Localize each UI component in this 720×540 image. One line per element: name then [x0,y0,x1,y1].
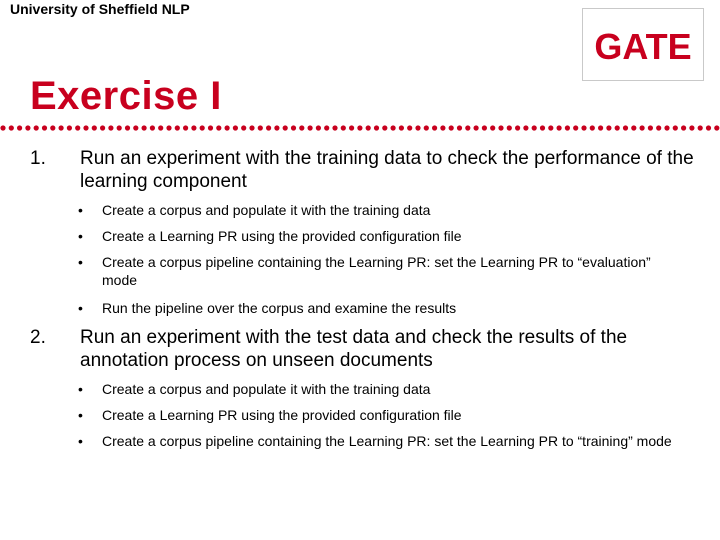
divider-dot [75,125,80,130]
divider-dot [382,125,387,130]
divider-dot [440,125,445,130]
divider-dot [366,125,371,130]
organization-header: University of Sheffield NLP [10,1,190,17]
divider-dot [332,125,337,130]
divider-dot [34,125,39,130]
divider-dot [175,125,180,130]
gate-logo [582,8,704,81]
divider-dot [407,125,412,130]
divider-dot [67,125,72,130]
divider-dot [399,125,404,130]
divider-dot [689,125,694,130]
divider-dot [308,125,313,130]
divider-dot [523,125,528,130]
bullet: • [78,254,83,270]
divider-dot [681,125,686,130]
divider-dot [17,125,22,130]
item-2-text: Run an experiment with the test data and check the results of the annotation process on unseen documents [80,327,628,371]
bullet: • [78,433,83,449]
divider-dot [200,125,205,130]
divider-dot [266,125,271,130]
divider-dot [424,125,429,130]
divider-dot [316,125,321,130]
item-2-number: 2. [30,327,46,348]
divider-dot [490,125,495,130]
divider-dot [25,125,30,130]
divider-dot [631,125,636,130]
divider-dot [573,125,578,130]
bullet: • [78,202,83,218]
divider-dot [166,125,171,130]
divider-dot [92,125,97,130]
divider-dot [142,125,147,130]
divider-dot [9,125,14,130]
divider-dot [432,125,437,130]
divider-dot [590,125,595,130]
subitem-text: Run the pipeline over the corpus and examine the results [102,300,457,316]
divider-dot [714,125,719,130]
divider-dot [83,125,88,130]
divider-dot [540,125,545,130]
subitem-text: Create a corpus pipeline containing the Learning PR: set the Learning PR to “evaluation” mode [102,254,651,288]
divider-dot [249,125,254,130]
divider-dot [465,125,470,130]
divider-dot [640,125,645,130]
subitem-text: Create a Learning PR using the provided configuration file [102,228,462,244]
bullet: • [78,381,83,397]
divider-dot [532,125,537,130]
divider-dot [291,125,296,130]
item-1-number: 1. [30,148,46,169]
divider-dot [241,125,246,130]
divider-dot [208,125,213,130]
divider-dot [233,125,238,130]
divider-dot [225,125,230,130]
divider-dot [117,125,122,130]
item-1-text: Run an experiment with the training data to check the performance of the learning component [80,148,694,192]
divider-dot [415,125,420,130]
divider-dot [498,125,503,130]
slide-title: Exercise I [30,74,222,118]
subitem-text: Create a corpus pipeline containing the Learning PR: set the Learning PR to “training” mode [102,433,672,449]
divider-dot [216,125,221,130]
divider-dot [457,125,462,130]
divider-dot [299,125,304,130]
divider-dot [341,125,346,130]
bullet: • [78,300,83,316]
divider-dot [557,125,562,130]
divider-dot [656,125,661,130]
divider-dot [125,125,130,130]
subitem-text: Create a Learning PR using the provided configuration file [102,407,462,423]
divider-dot [191,125,196,130]
divider-dot [274,125,279,130]
divider-dot [548,125,553,130]
subitem-text: Create a corpus and populate it with the training data [102,381,431,397]
gate-logo-text: GATE [594,26,692,67]
divider-dot [598,125,603,130]
divider-dot [391,125,396,130]
bullet: • [78,228,83,244]
divider-dot [648,125,653,130]
bullet: • [78,407,83,423]
divider-dot [158,125,163,130]
divider-dot [100,125,105,130]
divider-dot [664,125,669,130]
divider-dot [515,125,520,130]
divider-dot [581,125,586,130]
divider-dot [623,125,628,130]
divider-dot [258,125,263,130]
divider-dot [565,125,570,130]
divider-dot [374,125,379,130]
subitem-text: Create a corpus and populate it with the training data [102,202,431,218]
divider-dot [474,125,479,130]
divider-dot [482,125,487,130]
divider-dot [108,125,113,130]
divider-dot [673,125,678,130]
divider-dot [283,125,288,130]
divider-dot [324,125,329,130]
divider-dot [50,125,55,130]
divider-dot [349,125,354,130]
divider-dot [0,125,5,130]
divider-dot [706,125,711,130]
divider-dot [183,125,188,130]
divider-dot [606,125,611,130]
divider-dot [507,125,512,130]
divider-dot [150,125,155,130]
divider-dot [449,125,454,130]
divider-dot [698,125,703,130]
dotted-divider [0,123,720,133]
divider-dot [42,125,47,130]
divider-dot [357,125,362,130]
divider-dot [59,125,64,130]
divider-dot [615,125,620,130]
divider-dot [133,125,138,130]
